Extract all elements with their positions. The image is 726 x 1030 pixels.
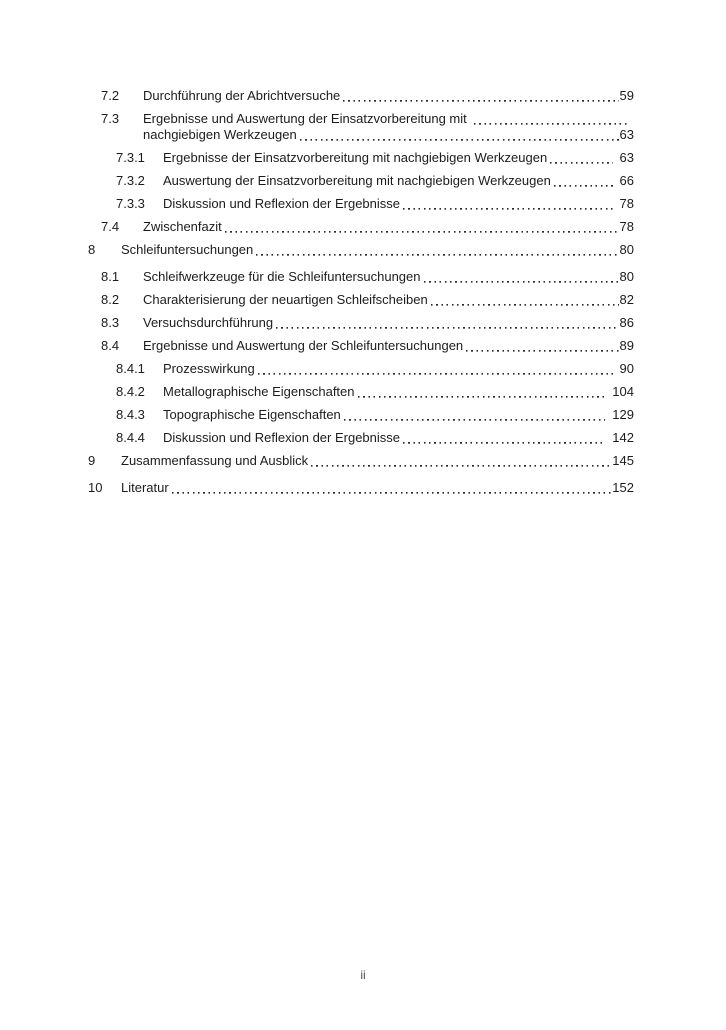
toc-entry <box>88 480 634 496</box>
toc-entry-title: Schleifuntersuchungen <box>121 242 254 257</box>
toc-entry-row <box>101 219 634 235</box>
toc-entry <box>88 338 634 354</box>
toc-entry-row <box>88 242 634 258</box>
toc-entry-title: Charakterisierung der neuartigen Schleifscheiben <box>143 292 428 307</box>
toc-entry-page: 82 <box>619 292 634 307</box>
toc-entry <box>88 219 634 235</box>
toc-entry-title: Auswertung der Einsatzvorbereitung mit nachgiebigen Werkzeugen <box>163 173 551 188</box>
toc-entry-number: 8.2 <box>101 292 120 307</box>
toc-entry-row <box>116 150 634 166</box>
toc-entry <box>88 150 634 166</box>
page-number: ii <box>360 968 366 982</box>
toc-entry-number: 8.4.2 <box>116 384 145 399</box>
toc-entry-title: Diskussion und Reflexion der Ergebnisse <box>163 196 401 211</box>
toc-entry <box>88 453 634 469</box>
leader-dots <box>550 150 612 166</box>
toc-entry-number: 8.4.3 <box>116 407 145 422</box>
toc-entry <box>88 196 634 212</box>
toc-entry-row <box>116 384 634 400</box>
leader-dots <box>256 242 618 258</box>
toc-entry-title: Durchführung der Abrichtversuche <box>143 88 341 103</box>
toc-entry-number: 7.2 <box>101 88 120 103</box>
toc-entry-number: 9 <box>88 453 96 468</box>
toc-entry-title: Topographische Eigenschaften <box>163 407 341 422</box>
toc-entry-title: Metallographische Eigenschaften <box>163 384 355 399</box>
toc-entry-page: 66 <box>619 173 634 188</box>
toc-entry-number: 10 <box>88 480 103 495</box>
toc-entry-title: Diskussion und Reflexion der Ergebnisse <box>163 430 401 445</box>
toc-entry-page: 104 <box>612 384 634 399</box>
toc-entry-page: 152 <box>612 480 634 495</box>
leader-dots <box>554 173 613 189</box>
leader-dots <box>311 453 611 469</box>
toc-entry-row <box>88 480 634 496</box>
toc-entry <box>88 430 634 446</box>
toc-entry <box>88 361 634 377</box>
toc-entry-title: Versuchsdurchführung <box>143 315 274 330</box>
toc-entry <box>88 315 634 331</box>
toc-entry-title: Ergebnisse und Auswertung der Schleifuntersuchungen <box>143 338 464 353</box>
toc-entry-row <box>101 88 634 104</box>
toc-entry <box>88 242 634 258</box>
toc-entry-number: 8.3 <box>101 315 120 330</box>
toc-entry-page: 59 <box>619 88 634 103</box>
toc-entry-row <box>116 430 634 446</box>
toc-entry-number: 7.3.1 <box>116 150 145 165</box>
toc-entry <box>88 173 634 189</box>
toc-entry-number: 8.4 <box>101 338 120 353</box>
toc-entry-title: Schleifwerkzeuge für die Schleifuntersuchungen <box>143 269 421 284</box>
toc-entry <box>88 407 634 423</box>
leader-dots <box>344 407 606 423</box>
toc-entry-row <box>116 196 634 212</box>
toc-entry <box>88 384 634 400</box>
toc-entry-page: 129 <box>612 407 634 422</box>
toc-entry-number: 8 <box>88 242 96 257</box>
toc-entry-number: 8.1 <box>101 269 120 284</box>
toc-entry-row <box>101 338 634 354</box>
toc-entry <box>88 111 634 143</box>
toc-entry-page: 80 <box>619 269 634 284</box>
leader-dots <box>276 315 618 331</box>
leader-dots <box>431 292 619 308</box>
toc-entry-title: Ergebnisse der Einsatzvorbereitung mit nachgiebigen Werkzeugen <box>163 150 548 165</box>
toc-entry-row <box>101 269 634 285</box>
toc-entry-number: 7.3 <box>101 111 120 126</box>
toc-entry-page: 63 <box>619 150 634 165</box>
toc-entry-page: 145 <box>612 453 634 468</box>
toc-entry <box>88 292 634 308</box>
toc-entry-title: Prozesswirkung <box>163 361 255 376</box>
leader-dots <box>424 269 619 285</box>
toc-entry-title: Zusammenfassung und Ausblick <box>121 453 309 468</box>
toc-entry-number: 7.4 <box>101 219 120 234</box>
toc-entry-number: 8.4.4 <box>116 430 145 445</box>
leader-dots <box>343 88 618 104</box>
leader-dots <box>225 219 619 235</box>
toc-entry-title: Ergebnisse und Auswertung der Einsatzvorbereitung mit <box>143 111 467 126</box>
toc-entry-row <box>101 127 634 143</box>
toc-entry-page: 78 <box>619 219 634 234</box>
leader-dots <box>474 111 630 127</box>
leader-dots <box>172 480 612 496</box>
table-of-contents <box>88 88 634 507</box>
toc-entry-page: 89 <box>619 338 634 353</box>
toc-entry-page: 78 <box>619 196 634 211</box>
leader-dots <box>258 361 613 377</box>
toc-entry-row <box>116 173 634 189</box>
leader-dots <box>466 338 618 354</box>
toc-entry-row <box>101 315 634 331</box>
page-footer <box>0 968 726 983</box>
toc-entry-title: nachgiebigen Werkzeugen <box>143 127 297 142</box>
leader-dots <box>358 384 606 400</box>
toc-entry <box>88 269 634 285</box>
toc-entry-page: 80 <box>619 242 634 257</box>
toc-entry-number: 7.3.2 <box>116 173 145 188</box>
leader-dots <box>300 127 619 143</box>
toc-entry <box>88 88 634 104</box>
toc-entry-row <box>116 407 634 423</box>
toc-entry-row <box>101 292 634 308</box>
leader-dots <box>403 196 613 212</box>
toc-entry-page: 86 <box>619 315 634 330</box>
toc-entry-page: 142 <box>612 430 634 445</box>
leader-dots <box>403 430 605 446</box>
toc-entry-title: Zwischenfazit <box>143 219 222 234</box>
toc-entry-row <box>88 453 634 469</box>
toc-entry-page: 90 <box>619 361 634 376</box>
toc-entry-row <box>101 111 634 127</box>
toc-entry-number: 8.4.1 <box>116 361 145 376</box>
toc-entry-page: 63 <box>619 127 634 142</box>
toc-entry-title: Literatur <box>121 480 169 495</box>
toc-entry-number: 7.3.3 <box>116 196 145 211</box>
toc-entry-row <box>116 361 634 377</box>
